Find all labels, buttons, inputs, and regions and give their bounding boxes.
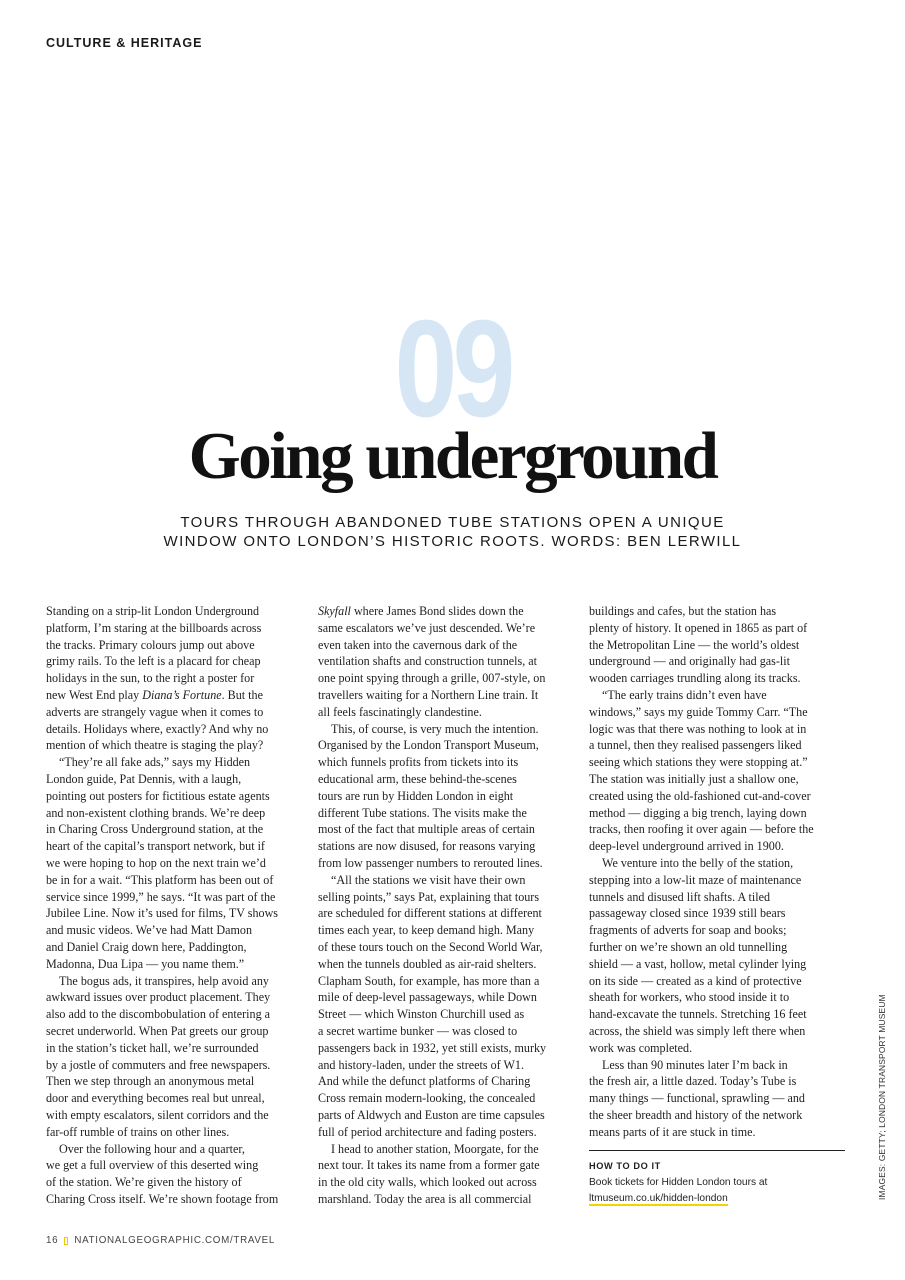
body-column-3 xyxy=(589,603,847,1141)
body-line: the tracks. Primary colours jump out above xyxy=(46,637,255,652)
body-line: and Daniel Craig down here, Paddington, xyxy=(46,939,247,954)
footer-site-url: NATIONALGEOGRAPHIC.COM/TRAVEL xyxy=(74,1235,275,1246)
body-line: full of period architecture and fading posters. xyxy=(318,1124,537,1139)
body-line: be in for a wait. “This platform has been out of xyxy=(46,872,274,887)
body-line: travellers waiting for a Northern Line train. It xyxy=(318,687,539,702)
body-line: a tunnel, then they realised passengers liked xyxy=(589,738,802,753)
body-line: deep-level underground arrived in 1900. xyxy=(589,839,784,854)
body-line: the sheer breadth and history of the network xyxy=(589,1107,803,1122)
body-line: stations are now disused, for reasons varying xyxy=(318,839,536,854)
body-line: work was completed. xyxy=(589,1040,693,1055)
body-line: Then we step through an anonymous metal xyxy=(46,1074,255,1089)
body-line: we get a full overview of this deserted wing xyxy=(46,1158,259,1173)
page-footer xyxy=(46,1235,275,1246)
body-line: service since 1999,” he says. “It was part of the xyxy=(46,889,276,904)
body-line: awkward issues over product placement. They xyxy=(46,990,271,1005)
body-line: across, the shield was simply left there when xyxy=(589,1023,806,1038)
body-line: different Tube stations. The visits make the xyxy=(318,805,527,820)
standfirst-line-1: TOURS THROUGH ABANDONED TUBE STATIONS OPEN A UNIQUE xyxy=(180,514,725,531)
body-line: underground — and originally had gas-lit xyxy=(589,654,790,669)
body-line: Clapham South, for example, has more than a xyxy=(318,973,540,988)
body-line: when the tunnels doubled as air-raid shelters. xyxy=(318,956,537,971)
body-line: also add to the discombobulation of entering a xyxy=(46,1007,271,1022)
body-line: many things — functional, sprawling — and xyxy=(589,1091,805,1106)
body-line: same escalators we’ve just descended. We’re xyxy=(318,620,536,635)
hidden-london-link[interactable]: ltmuseum.co.uk/hidden-london xyxy=(589,1193,728,1205)
body-line: sheath for workers, who stood inside it to xyxy=(589,990,790,1005)
standfirst xyxy=(100,513,805,551)
body-line: mention of which theatre is staging the play? xyxy=(46,738,264,753)
body-line: We venture into the belly of the station, xyxy=(602,855,794,870)
body-line: pointing out posters for fictitious estate agents xyxy=(46,788,270,803)
body-line: passageway closed since 1939 still bears xyxy=(589,906,786,921)
body-line: parts of Aldwych and Euston are time capsules xyxy=(318,1107,545,1122)
body-line: far-off rumble of trains on other lines. xyxy=(46,1124,230,1139)
body-line: The station was initially just a shallow one, xyxy=(589,771,799,786)
standfirst-line-2: WINDOW ONTO LONDON’S HISTORIC ROOTS. WORDS: BEN LERWILL xyxy=(163,533,742,550)
body-line: Jubilee Line. Now it’s used for films, TV shows xyxy=(46,906,279,921)
body-line: Madonna, Dua Lipa — you name them.” xyxy=(46,956,245,971)
body-line: “The early trains didn’t even have xyxy=(602,687,767,702)
body-line: we were hoping to hop on the next train we’d xyxy=(46,855,266,870)
how-to-heading: HOW TO DO IT xyxy=(589,1161,661,1171)
body-line: seeing which stations they were stopping at.” xyxy=(589,755,808,770)
body-line: Over the following hour and a quarter, xyxy=(59,1141,245,1156)
body-line: of the station. We’re given the history of xyxy=(46,1175,242,1190)
body-line: This, of course, is very much the intention. xyxy=(331,721,539,736)
body-line: mile of deep-level passageways, while Down xyxy=(318,990,537,1005)
how-to-divider xyxy=(589,1150,845,1151)
body-line: stepping into a low-lit maze of maintenance xyxy=(589,872,802,887)
body-line: tunnels and disused lift shafts. A tiled xyxy=(589,889,771,904)
body-line: in the old city walls, which looked out across xyxy=(318,1175,537,1190)
body-line: Cross remain modern-looking, the concealed xyxy=(318,1091,536,1106)
body-line: platform, I’m staring at the billboards across xyxy=(46,620,262,635)
body-line: “All the stations we visit have their own xyxy=(331,872,526,887)
image-credit: IMAGES: GETTY; LONDON TRANSPORT MUSEUM xyxy=(877,994,887,1200)
body-line: and music videos. We’ve had Matt Damon xyxy=(46,923,253,938)
body-line: the fresh air, a little dazed. Today’s Tube is xyxy=(589,1074,797,1089)
body-line: hand-excavate the tunnels. Stretching 16 feet xyxy=(589,1007,807,1022)
feature-number: 09 xyxy=(394,292,511,446)
body-line: grimy rails. To the left is a placard for cheap xyxy=(46,654,261,669)
body-line: one point spying through a grille, 007-style, on xyxy=(318,671,546,686)
body-line: and history-laden, under the streets of W1. xyxy=(318,1057,524,1072)
body-line: all feels fascinatingly clandestine. xyxy=(318,704,482,719)
body-line: most of the fact that multiple areas of certain xyxy=(318,822,535,837)
body-line: means parts of it are stuck in time. xyxy=(589,1124,756,1139)
body-line: “They’re all fake ads,” says my Hidden xyxy=(59,755,251,770)
footer-yellow-border-icon xyxy=(64,1237,68,1245)
body-line: marshland. Today the area is all commercial xyxy=(318,1191,532,1206)
body-line: a secret wartime bunker — was closed to xyxy=(318,1023,518,1038)
body-line: Standing on a strip-lit London Underground xyxy=(46,604,260,618)
body-line: are scheduled for different stations at different xyxy=(318,906,542,921)
body-line: London guide, Pat Dennis, with a laugh, xyxy=(46,771,242,786)
body-line: door and everything becomes real but unreal, xyxy=(46,1091,265,1106)
body-line: fragments of adverts for soap and books; xyxy=(589,923,787,938)
body-line: Less than 90 minutes later I’m back in xyxy=(602,1057,788,1072)
body-line: by a jostle of commuters and free newspapers. xyxy=(46,1057,271,1072)
body-line: of these tours touch on the Second World War, xyxy=(318,939,543,954)
body-line: and non-existent clothing brands. We’re deep xyxy=(46,805,266,820)
how-to-text: Book tickets for Hidden London tours at xyxy=(589,1176,768,1188)
body-line: which funnels profits from tickets into its xyxy=(318,755,519,770)
body-line: method — digging a big trench, laying down xyxy=(589,805,807,820)
section-label: CULTURE & HERITAGE xyxy=(46,36,203,50)
body-line: even taken into the cavernous dark of the xyxy=(318,637,518,652)
body-line: created using the old-fashioned cut-and-cover xyxy=(589,788,811,803)
body-line: secret underworld. When Pat greets our group xyxy=(46,1023,269,1038)
body-column-1 xyxy=(46,603,304,1208)
body-line: heart of the capital’s transport network, but if xyxy=(46,839,265,854)
body-line: in Charing Cross Underground station, at the xyxy=(46,822,264,837)
body-line: in the station’s ticket hall, we’re surrounded xyxy=(46,1040,259,1055)
body-line: the Metropolitan Line — the world’s oldest xyxy=(589,637,800,652)
body-line: further on we’re shown an old tunnelling xyxy=(589,939,788,954)
body-line: ventilation shafts and construction tunnels, at xyxy=(318,654,537,669)
body-line: from low passenger numbers to rerouted lines. xyxy=(318,855,543,870)
body-line: plenty of history. It opened in 1865 as part of xyxy=(589,620,808,635)
body-line: with empty escalators, silent corridors and the xyxy=(46,1107,269,1122)
body-line: on its side — created as a kind of protective xyxy=(589,973,802,988)
body-line: tracks, then roofing it over again — before the xyxy=(589,822,814,837)
body-line: And while the defunct platforms of Charing xyxy=(318,1074,531,1089)
body-line: tours are run by Hidden London in eight xyxy=(318,788,514,803)
body-line: holidays in the sun, to the right a poster for xyxy=(46,671,255,686)
body-line: Charing Cross itself. We’re shown footage from xyxy=(46,1191,279,1206)
body-line: buildings and cafes, but the station has xyxy=(589,604,777,618)
body-line: shield — a vast, hollow, metal cylinder lying xyxy=(589,956,807,971)
body-line: educational arm, these behind-the-scenes xyxy=(318,771,517,786)
body-line: Organised by the London Transport Museum, xyxy=(318,738,539,753)
how-to-box xyxy=(589,1158,849,1208)
body-column-2 xyxy=(318,603,576,1208)
page-number: 16 xyxy=(46,1235,59,1246)
body-line: adverts are strangely vague when it comes to xyxy=(46,704,264,719)
body-line: next tour. It takes its name from a former gate xyxy=(318,1158,540,1173)
body-line: I head to another station, Moorgate, for the xyxy=(331,1141,539,1156)
body-line: passengers back in 1932, yet still exists, murky xyxy=(318,1040,547,1055)
body-line: windows,” says my guide Tommy Carr. “The xyxy=(589,704,808,719)
body-line: The bogus ads, it transpires, help avoid any xyxy=(59,973,269,988)
body-line: wooden carriages trundling along its tracks. xyxy=(589,671,801,686)
body-line: details. Holidays where, exactly? And why no xyxy=(46,721,269,736)
headline: Going underground xyxy=(188,419,717,493)
body-line: selling points,” says Pat, explaining that tours xyxy=(318,889,540,904)
body-line: logic was that there was nothing to look at in xyxy=(589,721,807,736)
body-line: Street — which Winston Churchill used as xyxy=(318,1007,525,1022)
body-line: times each year, to keep demand high. Many xyxy=(318,923,535,938)
body-line: new West End play Diana’s Fortune. But the xyxy=(46,687,263,702)
body-line: Skyfall where James Bond slides down the xyxy=(318,604,524,618)
